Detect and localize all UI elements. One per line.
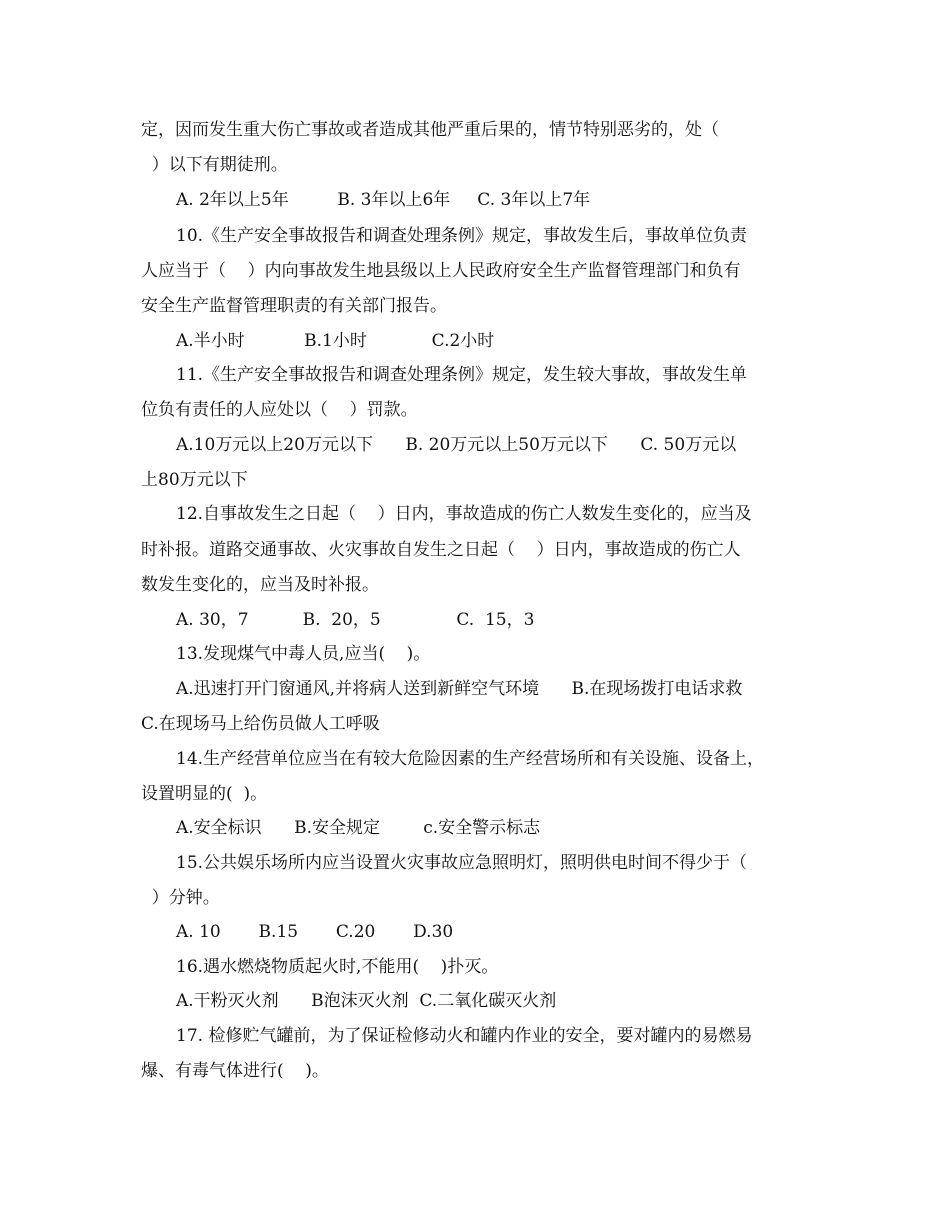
question-13: 13.发现煤气中毒人员,应当( )。 (176, 644, 431, 664)
option-line: A.干粉灭火剂 B泡沫灭火剂 C.二氧化碳灭火剂 (176, 991, 557, 1011)
option-line: A. 10 B.15 C.20 D.30 (176, 922, 454, 942)
text-line: ）分钟。 (141, 888, 220, 908)
option-line: C.在现场马上给伤员做人工呼吸 (141, 714, 380, 734)
question-16: 16.遇水燃烧物质起火时,不能用( )扑灭。 (176, 957, 499, 977)
option-line: A.迅速打开门窗通风,并将病人送到新鲜空气环境 B.在现场拨打电话求救 (176, 679, 743, 699)
option-line: A. 2年以上5年 B. 3年以上6年 C. 3年以上7年 (176, 190, 591, 210)
text-line: 定，因而发生重大伤亡事故或者造成其他严重后果的，情节特别恶劣的，处（ (141, 120, 719, 140)
question-12: 12.自事故发生之日起（ ）日内，事故造成的伤亡人数发生变化的，应当及 (176, 504, 752, 524)
option-line: A.半小时 B.1小时 C.2小时 (176, 331, 495, 351)
option-line: A. 30，7 B. 20，5 C. 15，3 (176, 610, 535, 630)
text-line: 上80万元以下 (141, 470, 248, 490)
question-17: 17. 检修贮气罐前，为了保证检修动火和罐内作业的安全，要对罐内的易燃易 (176, 1026, 753, 1046)
text-line: ）以下有期徒刑。 (141, 155, 288, 175)
question-10: 10.《生产安全事故报告和调查处理条例》规定，事故发生后，事故单位负责 (176, 226, 748, 246)
text-line: 时补报。道路交通事故、火灾事故自发生之日起（ ）日内，事故造成的伤亡人 (141, 540, 741, 560)
text-line: 位负有责任的人应处以（ ）罚款。 (141, 400, 418, 420)
text-line: 人应当于（ ）内向事故发生地县级以上人民政府安全生产监督管理部门和负有 (141, 261, 741, 281)
question-14: 14.生产经营单位应当在有较大危险因素的生产经营场所和有关设施、设备上， (176, 749, 765, 769)
question-11: 11.《生产安全事故报告和调查处理条例》规定，发生较大事故，事故发生单 (176, 365, 748, 385)
option-line: A.安全标识 B.安全规定 c.安全警示标志 (176, 818, 541, 838)
option-line: A.10万元以上20万元以下 B. 20万元以上50万元以下 C. 50万元以 (176, 435, 737, 455)
text-line: 设置明显的( )。 (141, 784, 268, 804)
question-15: 15.公共娱乐场所内应当设置火灾事故应急照明灯，照明供电时间不得少于（ (176, 853, 748, 873)
text-line: 安全生产监督管理职责的有关部门报告。 (141, 296, 447, 316)
text-line: 爆、有毒气体进行( )。 (141, 1061, 329, 1081)
text-line: 数发生变化的，应当及时补报。 (141, 575, 379, 595)
